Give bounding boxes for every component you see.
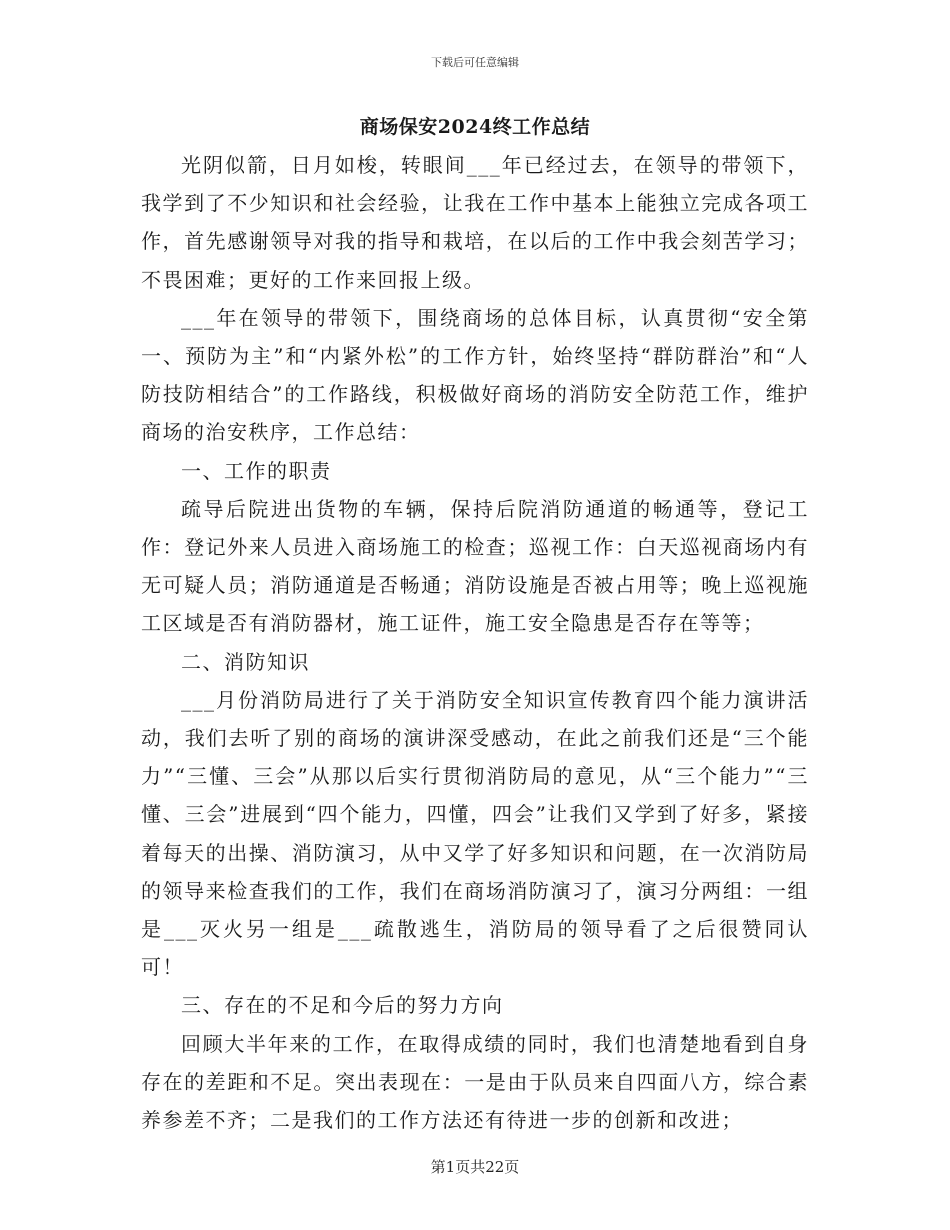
section-heading-shortcomings: 三、存在的不足和今后的努力方向: [181, 993, 504, 1018]
paragraph-shortcomings: 回顾大半年来的工作，在取得成绩的同时，我们也清楚地看到自身存在的差距和不足。突出表现在：一是由于队员来自四面八方，综合素养参差不齐；二是我们的工作方法还有待进一步的创新和改进；: [141, 1031, 809, 1133]
document-title: 商场保安2024终工作总结: [359, 116, 591, 138]
paragraph-duties: 疏导后院进出货物的车辆，保持后院消防通道的畅通等，登记工作：登记外来人员进入商场施工的检查；巡视工作：白天巡视商场内有无可疑人员；消防通道是否畅通；消防设施是否被占用等；晚上巡视施工区域是否有消防器材，施工证件，施工安全隐患是否存在等等；: [141, 496, 809, 636]
section-heading-fire-knowledge: 二、消防知识: [181, 649, 310, 674]
document-body: [141, 146, 809, 1139]
paragraph-intro: 光阴似箭，日月如梭，转眼间___年已经过去，在领导的带领下，我学到了不少知识和社会经验，让我在工作中基本上能独立完成各项工作，首先感谢领导对我的指导和栽培，在以后的工作中我会刻苦学习；不畏困难；更好的工作来回报上级。: [141, 153, 809, 292]
header-note: 下载后可任意编辑: [431, 56, 519, 69]
page-footer: 第1页共22页: [430, 1158, 520, 1176]
paragraph-overview: ___年在领导的带领下，围绕商场的总体目标，认真贯彻“安全第一、预防为主”和“内紧外松”的工作方针，始终坚持“群防群治”和“人防技防相结合”的工作路线，积极做好商场的消防安全防范工作，维护商场的治安秩序，工作总结：: [141, 305, 809, 445]
paragraph-fire-knowledge: ___月份消防局进行了关于消防安全知识宣传教育四个能力演讲活动，我们去听了别的商场的演讲深受感动，在此之前我们还是“三个能力”“三懂、三会”从那以后实行贯彻消防局的意见，从“三个能力”“三懂、三会”进展到“四个能力，四懂，四会”让我们又学到了好多，紧接着每天的出操、消防演习，从中又学了好多知识和问题，在一次消防局的领导来检查我们的工作，我们在商场消防演习了，演习分两组：一组是___灭火另一组是___疏散逃生，消防局的领导看了之后很赞同认可！: [141, 687, 809, 980]
section-heading-duties: 一、工作的职责: [181, 458, 332, 483]
